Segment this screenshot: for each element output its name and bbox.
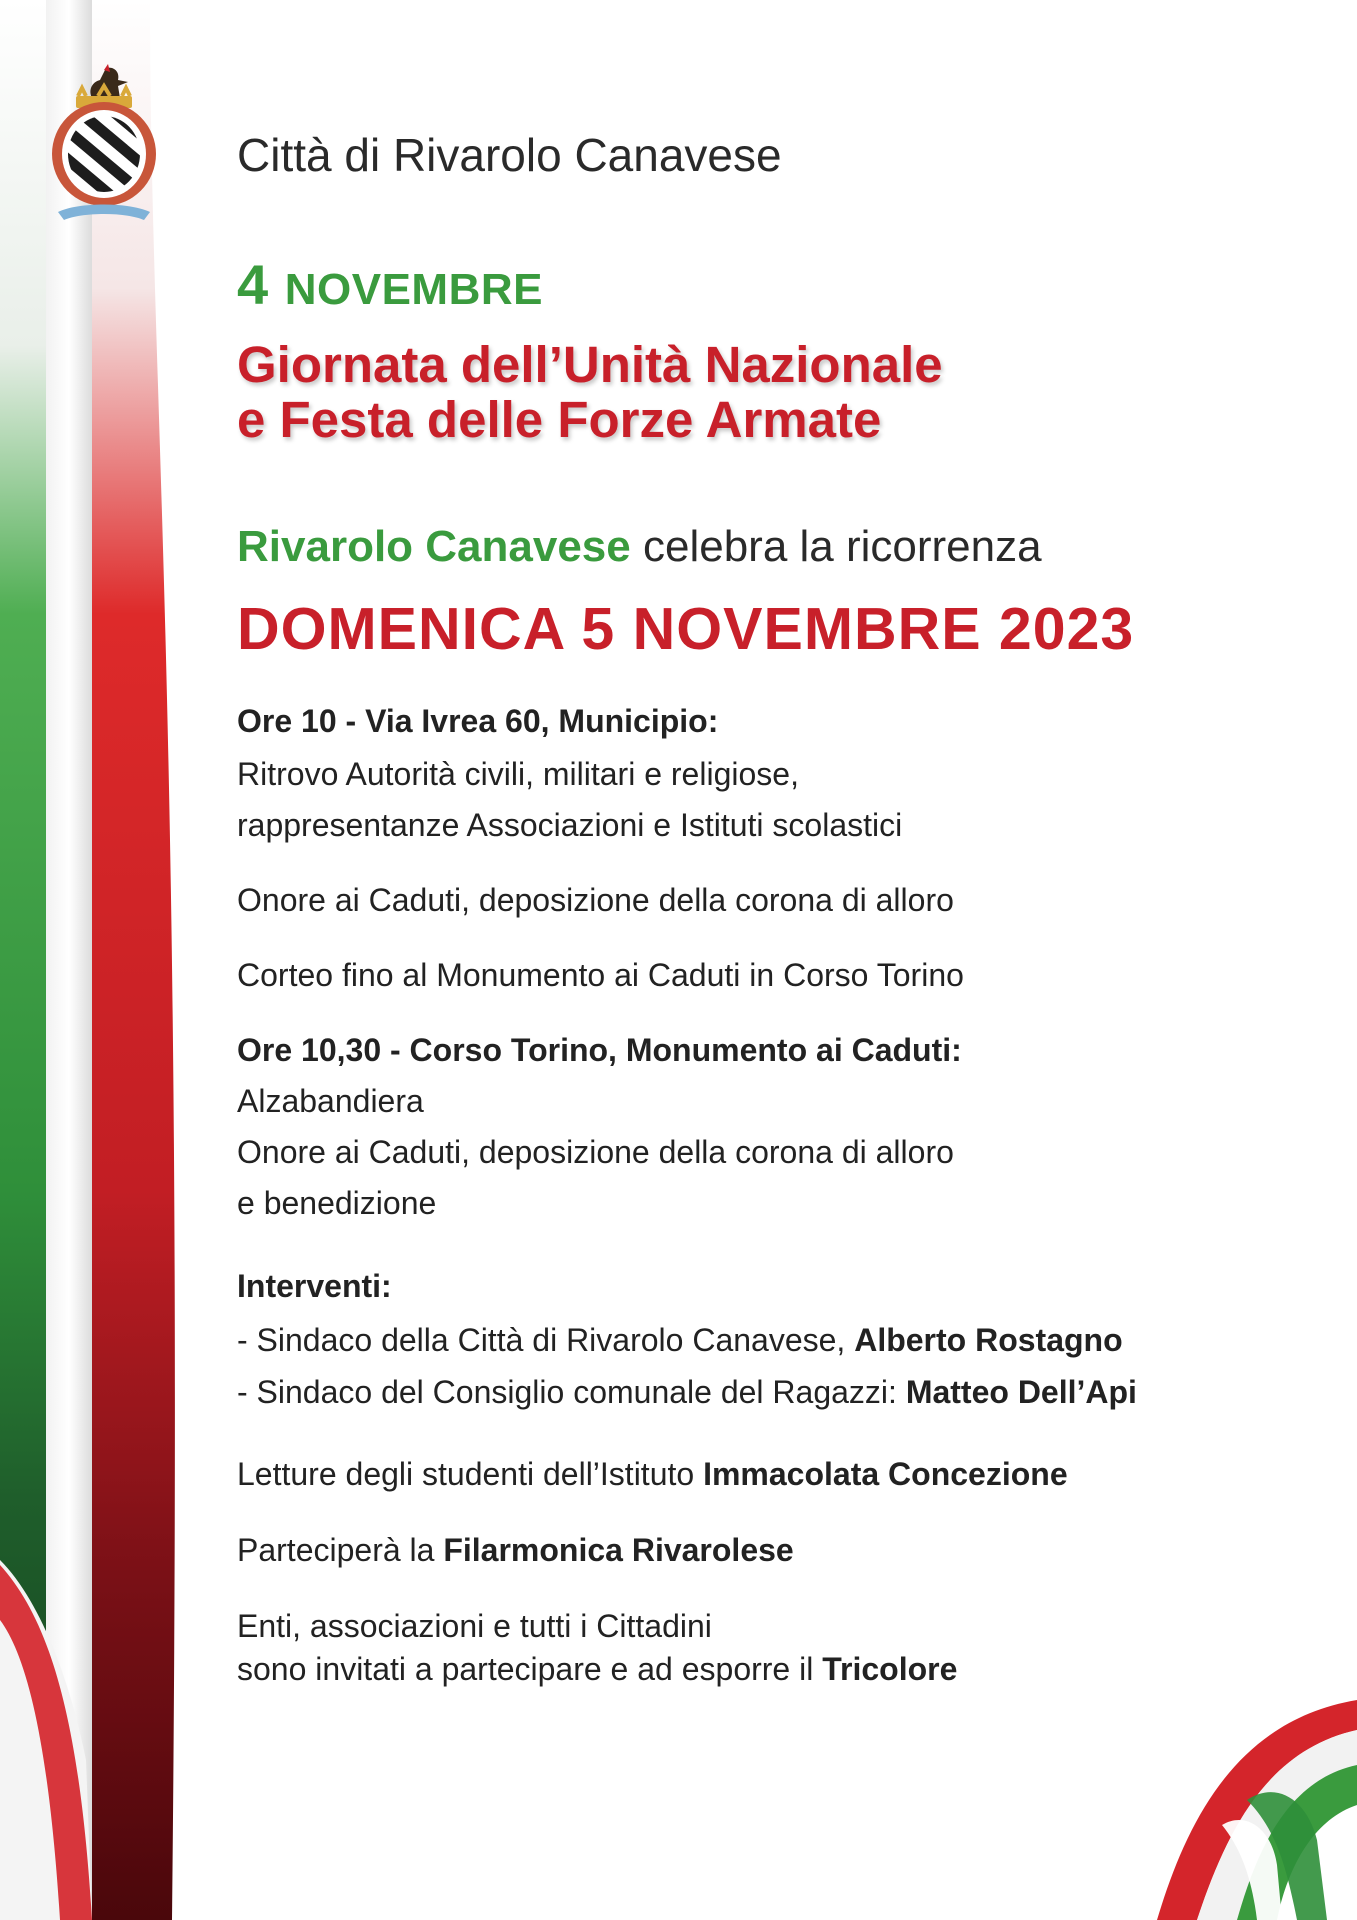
readings-text: Letture degli studenti dell’Istituto [237,1456,704,1492]
band-name: Filarmonica Rivarolese [443,1532,794,1568]
speeches-item2 [237,1374,1137,1411]
event-title-line2: e Festa delle Forze Armate [237,391,882,448]
invitation-line2-bold: Tricolore [822,1651,958,1687]
band-text: Parteciperà la [237,1532,444,1568]
event-date-day: 4 [237,253,269,316]
program-second-heading: Ore 10,30 - Corso Torino, Monumento ai Caduti: [237,1032,962,1068]
tricolor-ribbon-bottom-right [1127,1660,1357,1920]
city-name: Città di Rivarolo Canavese [237,129,782,181]
program-second-line1: Alzabandiera [237,1083,424,1119]
city-crest-icon [48,62,160,232]
speeches-item2-text: - Sindaco del Consiglio comunale del Ragazzi: [237,1374,906,1410]
readings-institute: Immacolata Concezione [703,1456,1068,1492]
speeches-item1-text: - Sindaco della Città di Rivarolo Canavese, [237,1322,855,1358]
celebration-town: Rivarolo Canavese [237,522,631,571]
invitation-line2 [237,1651,957,1688]
celebration-text: celebra la ricorrenza [630,522,1042,571]
event-title-line1: Giornata dell’Unità Nazionale [237,336,943,393]
tricolor-ribbon-left [0,0,200,1920]
invitation-line2-text: sono invitati a partecipare e ad esporre il [237,1651,823,1687]
speeches-item1 [237,1322,1123,1359]
program-second-line2: Onore ai Caduti, deposizione della corona di alloro [237,1134,954,1170]
speeches-item2-name: Matteo Dell’Api [905,1374,1137,1410]
band-line [237,1532,794,1569]
speeches-item1-name: Alberto Rostagno [854,1322,1123,1358]
readings-line [237,1456,1068,1493]
program-first-heading: Ore 10 - Via Ivrea 60, Municipio: [237,703,719,739]
speeches-heading: Interventi: [237,1268,392,1304]
program-first-line1: Ritrovo Autorità civili, militari e religiose, [237,756,799,792]
celebration-line [237,522,1042,572]
event-date-heading [237,252,543,317]
program-second-line3: e benedizione [237,1185,437,1221]
event-date-month: NOVEMBRE [284,265,543,314]
program-first-line2: rappresentanze Associazioni e Istituti scolastici [237,807,903,843]
program-first-line3: Onore ai Caduti, deposizione della corona di alloro [237,882,954,918]
celebration-date: DOMENICA 5 NOVEMBRE 2023 [237,596,1135,662]
invitation-line1: Enti, associazioni e tutti i Cittadini [237,1608,712,1644]
program-first-line4: Corteo fino al Monumento ai Caduti in Corso Torino [237,957,964,993]
